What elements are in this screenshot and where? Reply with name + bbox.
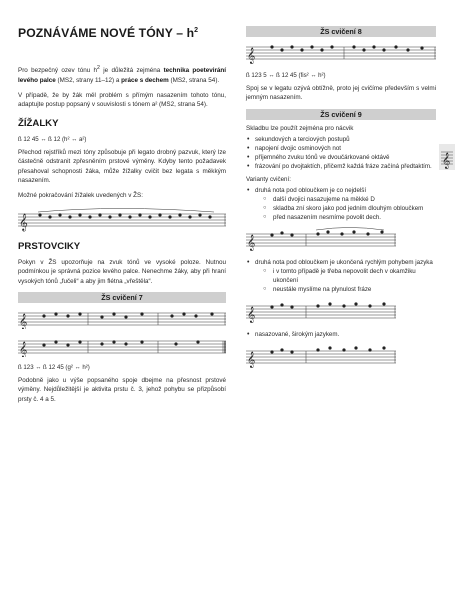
exercise-bar-8: ŽS cvičení 8 — [246, 26, 436, 37]
svg-text:𝄞: 𝄞 — [247, 235, 256, 252]
list-item: • příjemného zvuku tónů ve dvoučárkované oktávě — [246, 153, 436, 162]
svg-text:𝄞: 𝄞 — [247, 307, 256, 324]
paragraph-prstovciky: Pokyn v ŽS upozorňuje na zvuk tónů ve vysoké poloze. Nutnou podmínkou je správná pozice levého palce. Nenechme žáky, aby při hraní vysokých tónů „fučeli“ a aby jim flétna „vřeštěla“. — [18, 258, 226, 285]
exercise-bar-9: ŽS cvičení 9 — [246, 109, 436, 120]
svg-text:𝄞: 𝄞 — [247, 48, 256, 64]
list-exercise-9-goals — [246, 135, 436, 171]
treble-clef-icon — [439, 144, 455, 170]
svg-text:𝄞: 𝄞 — [19, 212, 28, 231]
music-staff-exercise-7a — [18, 307, 226, 329]
list-item: ○ další dvojici nasazujeme na měkké D — [255, 195, 436, 204]
music-staff-zizalky — [18, 207, 226, 233]
intro-paragraph: Pro bezpečný ozev tónu $h^2$ je důležitá zejména technika poetevirání levého palce (MS2, strany 11–12) a práce s dechem (MS2, strana 54). — [18, 65, 227, 84]
list-item: ○ před nasazením nesmíme povolit dech. — [255, 213, 436, 222]
svg-text:𝄞: 𝄞 — [19, 341, 28, 357]
paragraph-zizalky-continuation: Možné pokračování žížalek uvedených v ŽS: — [18, 192, 143, 200]
music-staff-variant-1 — [246, 226, 436, 252]
music-staff-variant-2 — [246, 298, 436, 324]
list-item: ○ skladba zní skoro jako pod jedním dlouhým obloučkem — [255, 204, 436, 213]
svg-text:𝄞: 𝄞 — [19, 313, 28, 329]
variants-caption: Varianty cvičení: — [246, 176, 291, 184]
music-staff-variant-3 — [246, 343, 436, 369]
list-item: ○ i v tomto případě je třeba nepovolit dech v okamžiku ukončení — [255, 267, 436, 285]
paragraph-zizalky: Přechod rejstříků mezi tóny způsobuje při legato drobný pazvuk, který lze částečně odstranit zpřesněním prstové výměny. Kdyby tento požadavek přesahoval schopnosti žáka, může žížalky cvičit bez legata s měkkým nasazením. — [18, 148, 226, 184]
list-item: • nasazované, širokým jazykem. — [246, 330, 436, 339]
svg-text:𝄞: 𝄞 — [247, 352, 256, 369]
fingering-zizalky: ß 12 45 ↔ ß 12 (h² ↔ a²) — [18, 135, 87, 143]
section-heading-prstovciky: PRSTOVCIKY — [18, 240, 81, 252]
paragraph-adaptation: V případě, že by žák měl problém s přímým nasazením tohoto tónu, adaptujte postup popsaný v souvislosti s tónem a² (MS2, strana 54). — [18, 91, 226, 109]
list-item: • sekundových a terciových postupů — [246, 135, 436, 144]
fingering-exercise-7: ß 123 ↔ ß 12 45 (g² ↔ h²) — [18, 363, 90, 371]
page-title: POZNÁVÁME NOVÉ TÓNY – $h^2$ — [18, 26, 199, 40]
paragraph-exercise-8: Spoj se v legatu ozývá obtížně, proto jej cvičíme především s velmi jemným nasazením. — [246, 85, 436, 102]
list-variant-1 — [246, 186, 436, 222]
svg-text:𝄞: 𝄞 — [442, 153, 451, 169]
list-item: • frázování po dvojtaktích, přičemž každá fráze začíná předtaktím. — [246, 162, 436, 171]
fingering-exercise-8: ß 123 5 ↔ ß 12 45 (fis² ↔ h²) — [246, 72, 326, 79]
list-variant-3 — [246, 330, 436, 339]
right-column — [246, 26, 436, 375]
side-tab — [439, 144, 455, 170]
list-item: • druhá nota pod obloučkem je ukončená rychlým pohybem jazyka ○ i v tomto případě je třeba nepovolit dech v okamžiku ukončení ○ neustále myslíme na plynulost fráze — [246, 258, 436, 294]
music-staff-exercise-7b — [18, 335, 226, 357]
paragraph-exercise-7: Podobně jako u výše popsaného spoje dbejme na přesnost prstové výměny. Nejdůležitější je aktivita prstu č. 3, jehož pohybu se přizpůsobí prsty č. 4 a 5. — [18, 376, 226, 403]
list-item: • druhá nota pod obloučkem je co nejdelší ○ další dvojici nasazujeme na měkké D ○ skladba zní skoro jako pod jedním dlouhým obloučkem ○ před nasazením nesmíme povolit dech. — [246, 186, 436, 222]
section-heading-zizalky: ŽÍŽALKY — [18, 117, 59, 129]
left-column — [18, 26, 226, 410]
list-variant-2 — [246, 258, 436, 294]
list-item: • napojení dvojic osminových not — [246, 144, 436, 153]
music-staff-exercise-8 — [246, 41, 436, 65]
exercise-bar-7: ŽS cvičení 7 — [18, 292, 226, 303]
paragraph-exercise-9: Skladbu lze použít zejména pro nácvik — [246, 124, 354, 132]
list-item: ○ neustále myslíme na plynulost fráze — [255, 285, 436, 294]
